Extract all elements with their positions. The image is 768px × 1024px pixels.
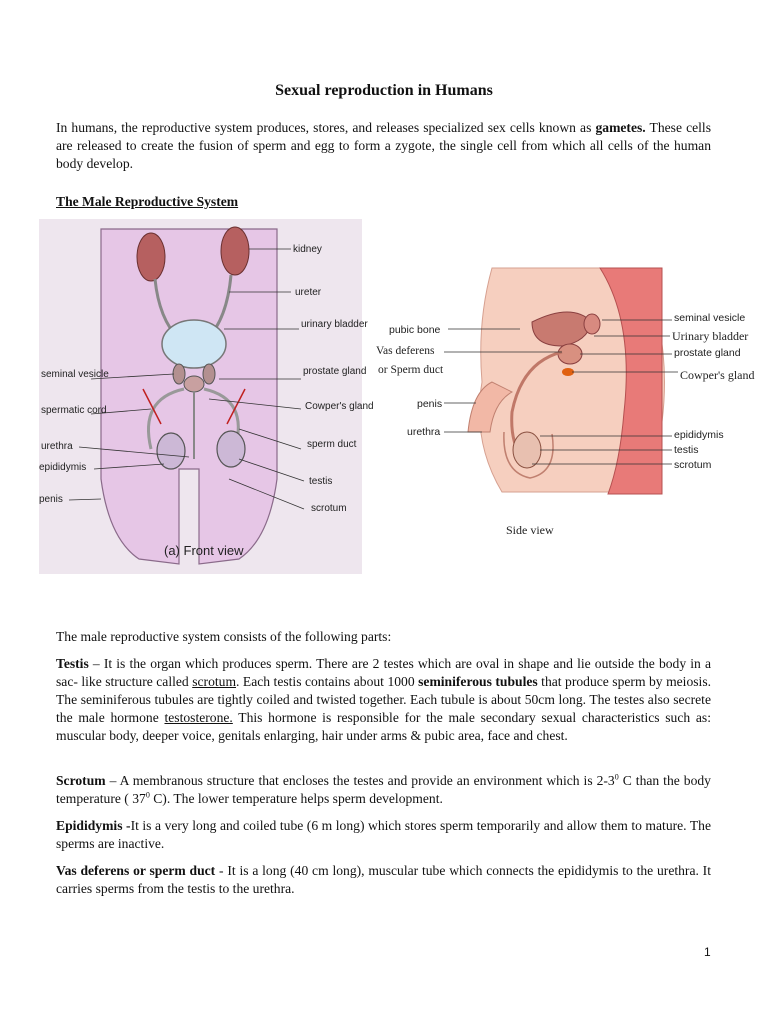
label-prostate-gland: prostate gland [303, 366, 367, 377]
intro-text-continued: These cells are released to create the fusion of sperm and egg to form a zygote, the single cell from which all cells of the human body develop. [56, 120, 711, 171]
intro-paragraph [56, 119, 711, 173]
side-label-vas-deferens: Vas deferens [376, 345, 435, 357]
front-view-figure [39, 219, 374, 574]
testis-paragraph [56, 655, 711, 745]
label-spermatic-cord: spermatic cord [41, 405, 107, 416]
label-seminal-vesicle: seminal vesicle [41, 369, 109, 380]
testis-term: Testis [56, 656, 89, 671]
left-testis [157, 433, 185, 469]
front-view-caption: (a) Front view [164, 543, 244, 558]
seminal-vesicle-left [173, 364, 185, 384]
label-penis: penis [39, 494, 63, 505]
scrotum-text-1: – A membranous structure that encloses the testes and provide an environment which is 2-3 [105, 773, 615, 788]
page-title: Sexual reproduction in Humans [275, 82, 493, 99]
seminiferous-tubules-term: seminiferous tubules [418, 674, 538, 689]
side-label-penis: penis [417, 398, 443, 410]
urinary-bladder [162, 320, 226, 368]
side-label-sperm-duct: or Sperm duct [378, 364, 444, 376]
degree-superscript-1: 0 [614, 772, 619, 782]
side-seminal-vesicle [584, 314, 600, 334]
right-kidney [221, 227, 249, 275]
side-label-urethra: urethra [407, 426, 441, 438]
scrotum-link-text: scrotum [192, 674, 237, 689]
right-testis [217, 431, 245, 467]
epididymis-term: Epididymis - [56, 818, 131, 833]
side-view-figure [372, 262, 764, 544]
side-label-prostate-gland: prostate gland [674, 347, 741, 359]
scrotum-term: Scrotum [56, 773, 106, 788]
vas-deferens-text: - It is a long (40 cm long), muscular tube which connects the epididymis to the urethra. It carries sperms from the testis to the urethra. [56, 863, 711, 896]
scrotum-text-2: C than the body temperature ( 37 [56, 773, 711, 806]
scrotum-paragraph [56, 772, 711, 808]
label-urinary-bladder: urinary bladder [301, 319, 368, 330]
prostate-gland [184, 376, 204, 392]
testis-text-2: . Each testis contains about 1000 [236, 674, 419, 689]
degree-superscript-2: 0 [145, 790, 150, 800]
vas-deferens-paragraph [56, 862, 711, 898]
label-epididymis: epididymis [39, 462, 87, 473]
label-cowpers-gland: Cowper's gland [305, 401, 374, 412]
side-view-caption: Side view [506, 523, 554, 537]
left-kidney [137, 233, 165, 281]
parts-intro: The male reproductive system consists of the following parts: [56, 629, 392, 644]
scrotum-text-3: C). The lower temperature helps sperm development. [149, 791, 443, 806]
side-prostate-gland [558, 344, 582, 364]
seminal-vesicle-right [203, 364, 215, 384]
testosterone-text: testosterone. [164, 710, 233, 725]
gametes-term: gametes. [595, 120, 646, 135]
side-label-testis: testis [674, 444, 699, 456]
section-heading: The Male Reproductive System [56, 194, 239, 209]
vas-deferens-term: Vas deferens or sperm duct [56, 863, 216, 878]
side-label-scrotum: scrotum [674, 459, 712, 471]
side-label-epididymis: epididymis [674, 429, 724, 441]
epididymis-text: It is a very long and coiled tube (6 m long) which stores sperm temporarily and allow them to mature. The sperms are inactive. [56, 818, 712, 851]
epididymis-paragraph [56, 817, 711, 853]
intro-text: In humans, the reproductive system produces, stores, and releases specialized sex cells known as [56, 120, 596, 135]
label-scrotum: scrotum [311, 503, 347, 514]
side-label-cowpers-gland: Cowper's gland [680, 368, 755, 382]
side-testis [513, 432, 541, 468]
side-label-urinary-bladder: Urinary bladder [672, 329, 749, 343]
label-testis: testis [309, 476, 333, 487]
testis-text-3: that produce sperm by meiosis. The seminiferous tubules are tightly coiled and twisted together. Each tubule is about 50cm long. The testes also secrete the male hormone [56, 674, 712, 725]
page-number: 1 [704, 945, 711, 959]
testis-text-1: – It is the organ which produces sperm. There are 2 testes which are oval in shape and lie outside the body in a sac- like structure called [56, 656, 711, 689]
label-ureter: ureter [295, 287, 322, 298]
label-sperm-duct: sperm duct [307, 439, 357, 450]
testis-text-4: This hormone is responsible for the male secondary sexual characteristics such as: muscular body, deeper voice, genitals enlarging, hair under arms & pubic area, face and chest. [56, 710, 711, 743]
label-urethra: urethra [41, 441, 73, 452]
side-label-pubic-bone: pubic bone [389, 324, 441, 336]
label-kidney: kidney [293, 244, 322, 255]
side-label-seminal-vesicle: seminal vesicle [674, 312, 746, 324]
